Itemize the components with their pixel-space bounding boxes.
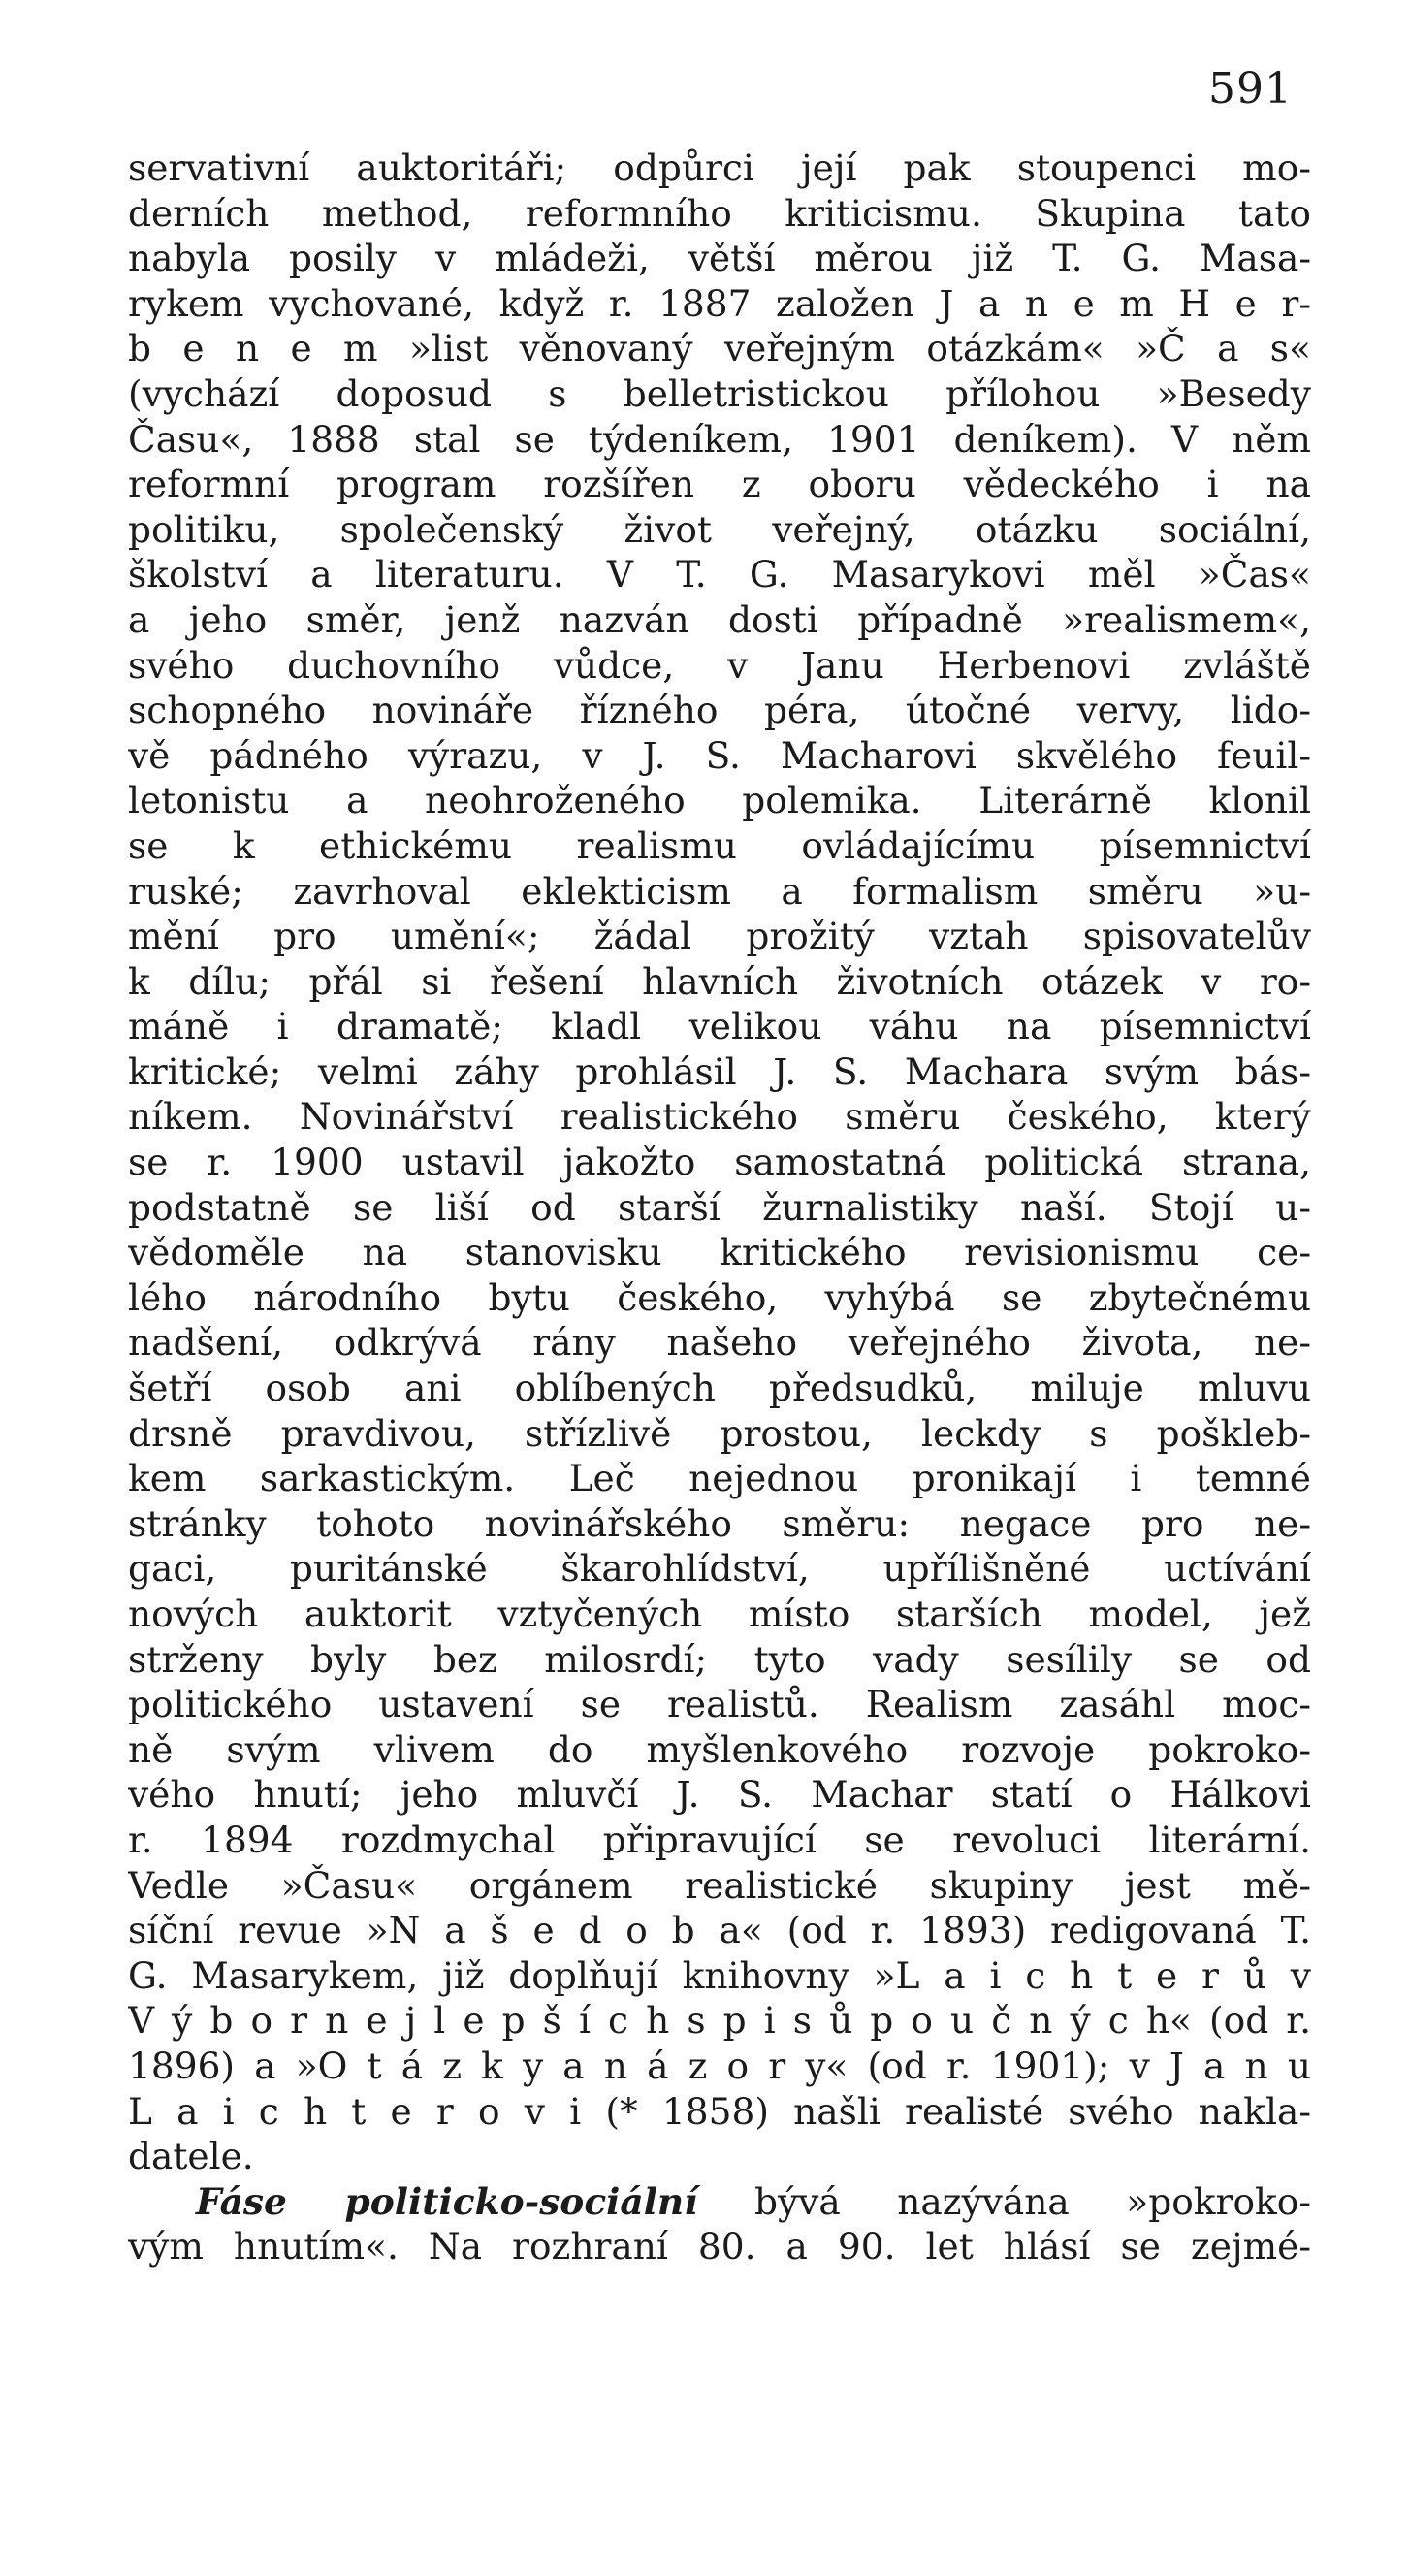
text-line: Vedle »Času« orgánem realistické skupiny jest mě- <box>128 1863 1311 1907</box>
text-line: kritické; velmi záhy prohlásil J. S. Machara svým bás- <box>128 1049 1311 1093</box>
text-line: V ý b o r n e j l e p š í c h s p i s ů p o u č n ý c h« (od r. <box>128 1999 1311 2043</box>
text-line: se r. 1900 ustavil jakožto samostatná politická strana, <box>128 1141 1311 1184</box>
text-line: politického ustavení se realistů. Realism zasáhl moc- <box>128 1683 1311 1726</box>
text-line: (vychází doposud s belletristickou přílohou »Besedy <box>128 371 1311 415</box>
text-line: nadšení, odkrývá rány našeho veřejného života, ne- <box>128 1321 1311 1365</box>
text-line: lého národního bytu českého, vyhýbá se zbytečnému <box>128 1275 1311 1319</box>
text-line: se k ethickému realismu ovládajícímu písemnictví <box>128 823 1311 867</box>
text-line: rykem vychované, když r. 1887 založen J a n e m H e r- <box>128 281 1311 325</box>
text-line: nových auktorit vztyčených místo starších model, jež <box>128 1593 1311 1635</box>
text-line: G. Masarykem, již doplňují knihovny »L a i c h t e r ů v <box>128 1953 1311 1997</box>
text-line: vědoměle na stanovisku kritického revisionismu ce- <box>128 1231 1311 1274</box>
page-number: 591 <box>1208 64 1293 113</box>
text-line: letonistu a neohroženého polemika. Literárně klonil <box>128 779 1311 822</box>
text-line: šetří osob ani oblíbených předsudků, miluje mluvu <box>128 1367 1311 1410</box>
text-line-rest: bývá nazývána »pokroko- <box>697 2179 1311 2223</box>
text-line: Času«, 1888 stal se týdeníkem, 1901 deníkem). V něm <box>128 417 1311 461</box>
text-line: ně svým vlivem do myšlenkového rozvoje pokroko- <box>128 1727 1311 1771</box>
text-line: k dílu; přál si řešení hlavních životních otázek v ro- <box>128 959 1311 1003</box>
text-line: vého hnutí; jeho mluvčí J. S. Machar statí o Hálkovi <box>128 1773 1311 1817</box>
text-line: drsně pravdivou, střízlivě prostou, leckdy s pošklеb- <box>128 1411 1311 1455</box>
text-line: derních method, reformního kriticismu. Skupina tato <box>128 191 1311 235</box>
text-line: strženy byly bez milosrdí; tyto vady sesílily se od <box>128 1637 1311 1681</box>
body-text <box>128 145 1311 2270</box>
text-line: síční revue »N a š e d o b a« (od r. 1893) redigovaná T. <box>128 1909 1311 1952</box>
text-line: r. 1894 rozdmychal připravující se revoluci literární. <box>128 1818 1311 1861</box>
text-line: politiku, společenský život veřejný, otázku sociální, <box>128 507 1311 551</box>
text-line: L a i c h t e r o v i (* 1858) našli realisté svého nakla- <box>128 2089 1311 2133</box>
text-line: gaci, puritánské škarohlídství, upřílišněné uctívání <box>128 1547 1311 1591</box>
text-line: reformní program rozšířen z oboru vědeckého i na <box>128 463 1311 506</box>
text-line: ruské; zavrhoval eklekticism a formalism směru »u- <box>128 869 1311 913</box>
text-line: schopného novináře řízného péra, útočné vervy, lido- <box>128 689 1311 732</box>
italic-heading-phrase: Fáse politicko-sociální <box>196 2179 698 2223</box>
text-line: kem sarkastickým. Leč nejednou pronikají i temné <box>128 1457 1311 1500</box>
text-line: stránky tohoto novinářského směru: negace pro ne- <box>128 1501 1311 1545</box>
text-line: 1896) a »O t á z k y a n á z o r y« (od r. 1901); v J a n u <box>128 2044 1311 2087</box>
text-line: vě pádného výrazu, v J. S. Macharovi skvělého feuil- <box>128 733 1311 777</box>
text-line: svého duchovního vůdce, v Janu Herbenovi zvláště <box>128 643 1311 687</box>
text-line: a jeho směr, jenž nazván dosti případně »realismem«, <box>128 597 1311 641</box>
paragraph-start-line <box>128 2179 1311 2225</box>
text-line: nabyla posily v mládeži, větší měrou již T. G. Masa- <box>128 237 1311 280</box>
text-line: podstatně se liší od starší žurnalistiky naší. Stojí u- <box>128 1185 1311 1229</box>
text-line: servativní auktoritáři; odpůrci její pak stoupenci mo- <box>128 146 1311 189</box>
text-line: datele. <box>128 2135 254 2178</box>
text-line: níkem. Novinářství realistického směru českého, který <box>128 1095 1311 1139</box>
text-line: b e n e m »list věnovaný veřejným otázkám« »Č a s« <box>128 327 1311 370</box>
text-line: mění pro umění«; žádal prožitý vztah spisovatelův <box>128 915 1311 958</box>
text-line: máně i dramatě; kladl velikou váhu na písemnictví <box>128 1005 1311 1048</box>
text-line: vým hnutím«. Na rozhraní 80. a 90. let hlásí se zejmé- <box>128 2225 1311 2269</box>
text-line: školství a literaturu. V T. G. Masarykovi měl »Čas« <box>128 553 1311 596</box>
